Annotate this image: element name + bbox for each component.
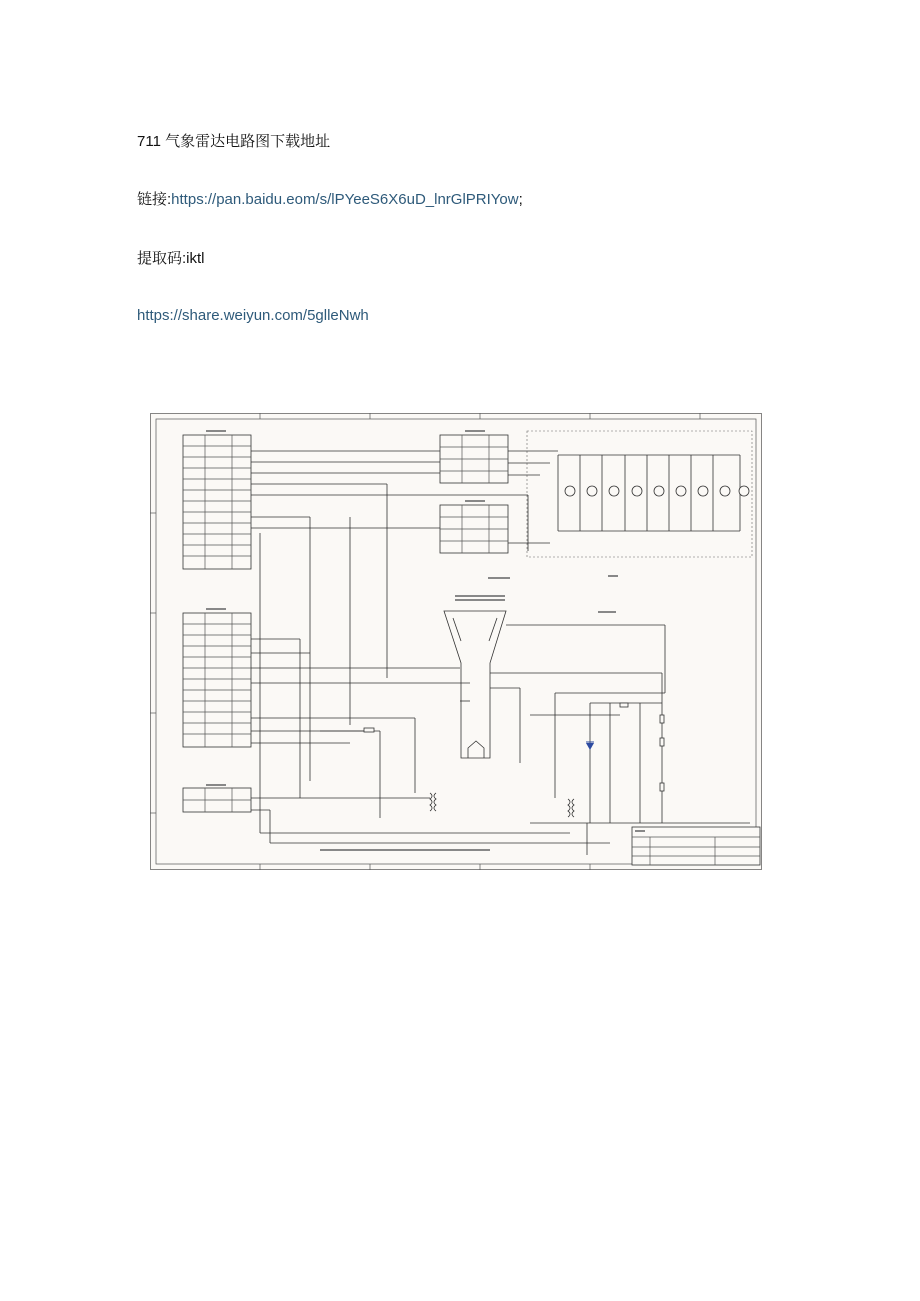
crt-tube	[444, 611, 506, 758]
tiny-label-marks	[206, 430, 645, 851]
resistors	[364, 703, 664, 791]
doc-title: 711 气象雷达电路图下载地址	[137, 133, 331, 150]
weiyun-link-line	[137, 306, 369, 326]
baidu-link-suffix: ;	[518, 191, 523, 208]
circuit-diagram-image	[150, 413, 762, 870]
diode	[586, 742, 594, 750]
connector-table-1	[183, 435, 251, 569]
connector-table-5	[440, 505, 508, 553]
transformer-2	[568, 799, 574, 817]
weiyun-link[interactable]: https://share.weiyun.com/5glleNwh	[137, 307, 369, 324]
connector-table-4	[440, 435, 508, 483]
baidu-link-line	[137, 190, 523, 210]
lamp-panel	[527, 431, 752, 557]
title-block	[632, 827, 760, 865]
connector-table-2	[183, 613, 251, 747]
connector-table-3	[183, 788, 251, 812]
baidu-link-prefix: 链接:	[137, 191, 172, 208]
circuit-diagram-svg	[150, 413, 762, 870]
extract-code: 提取码:iktl	[137, 250, 205, 267]
transformer-1	[430, 793, 436, 811]
baidu-link[interactable]: https://pan.baidu.eom/s/lPYeeS6X6uD_lnrGlPRIYow	[171, 191, 519, 208]
